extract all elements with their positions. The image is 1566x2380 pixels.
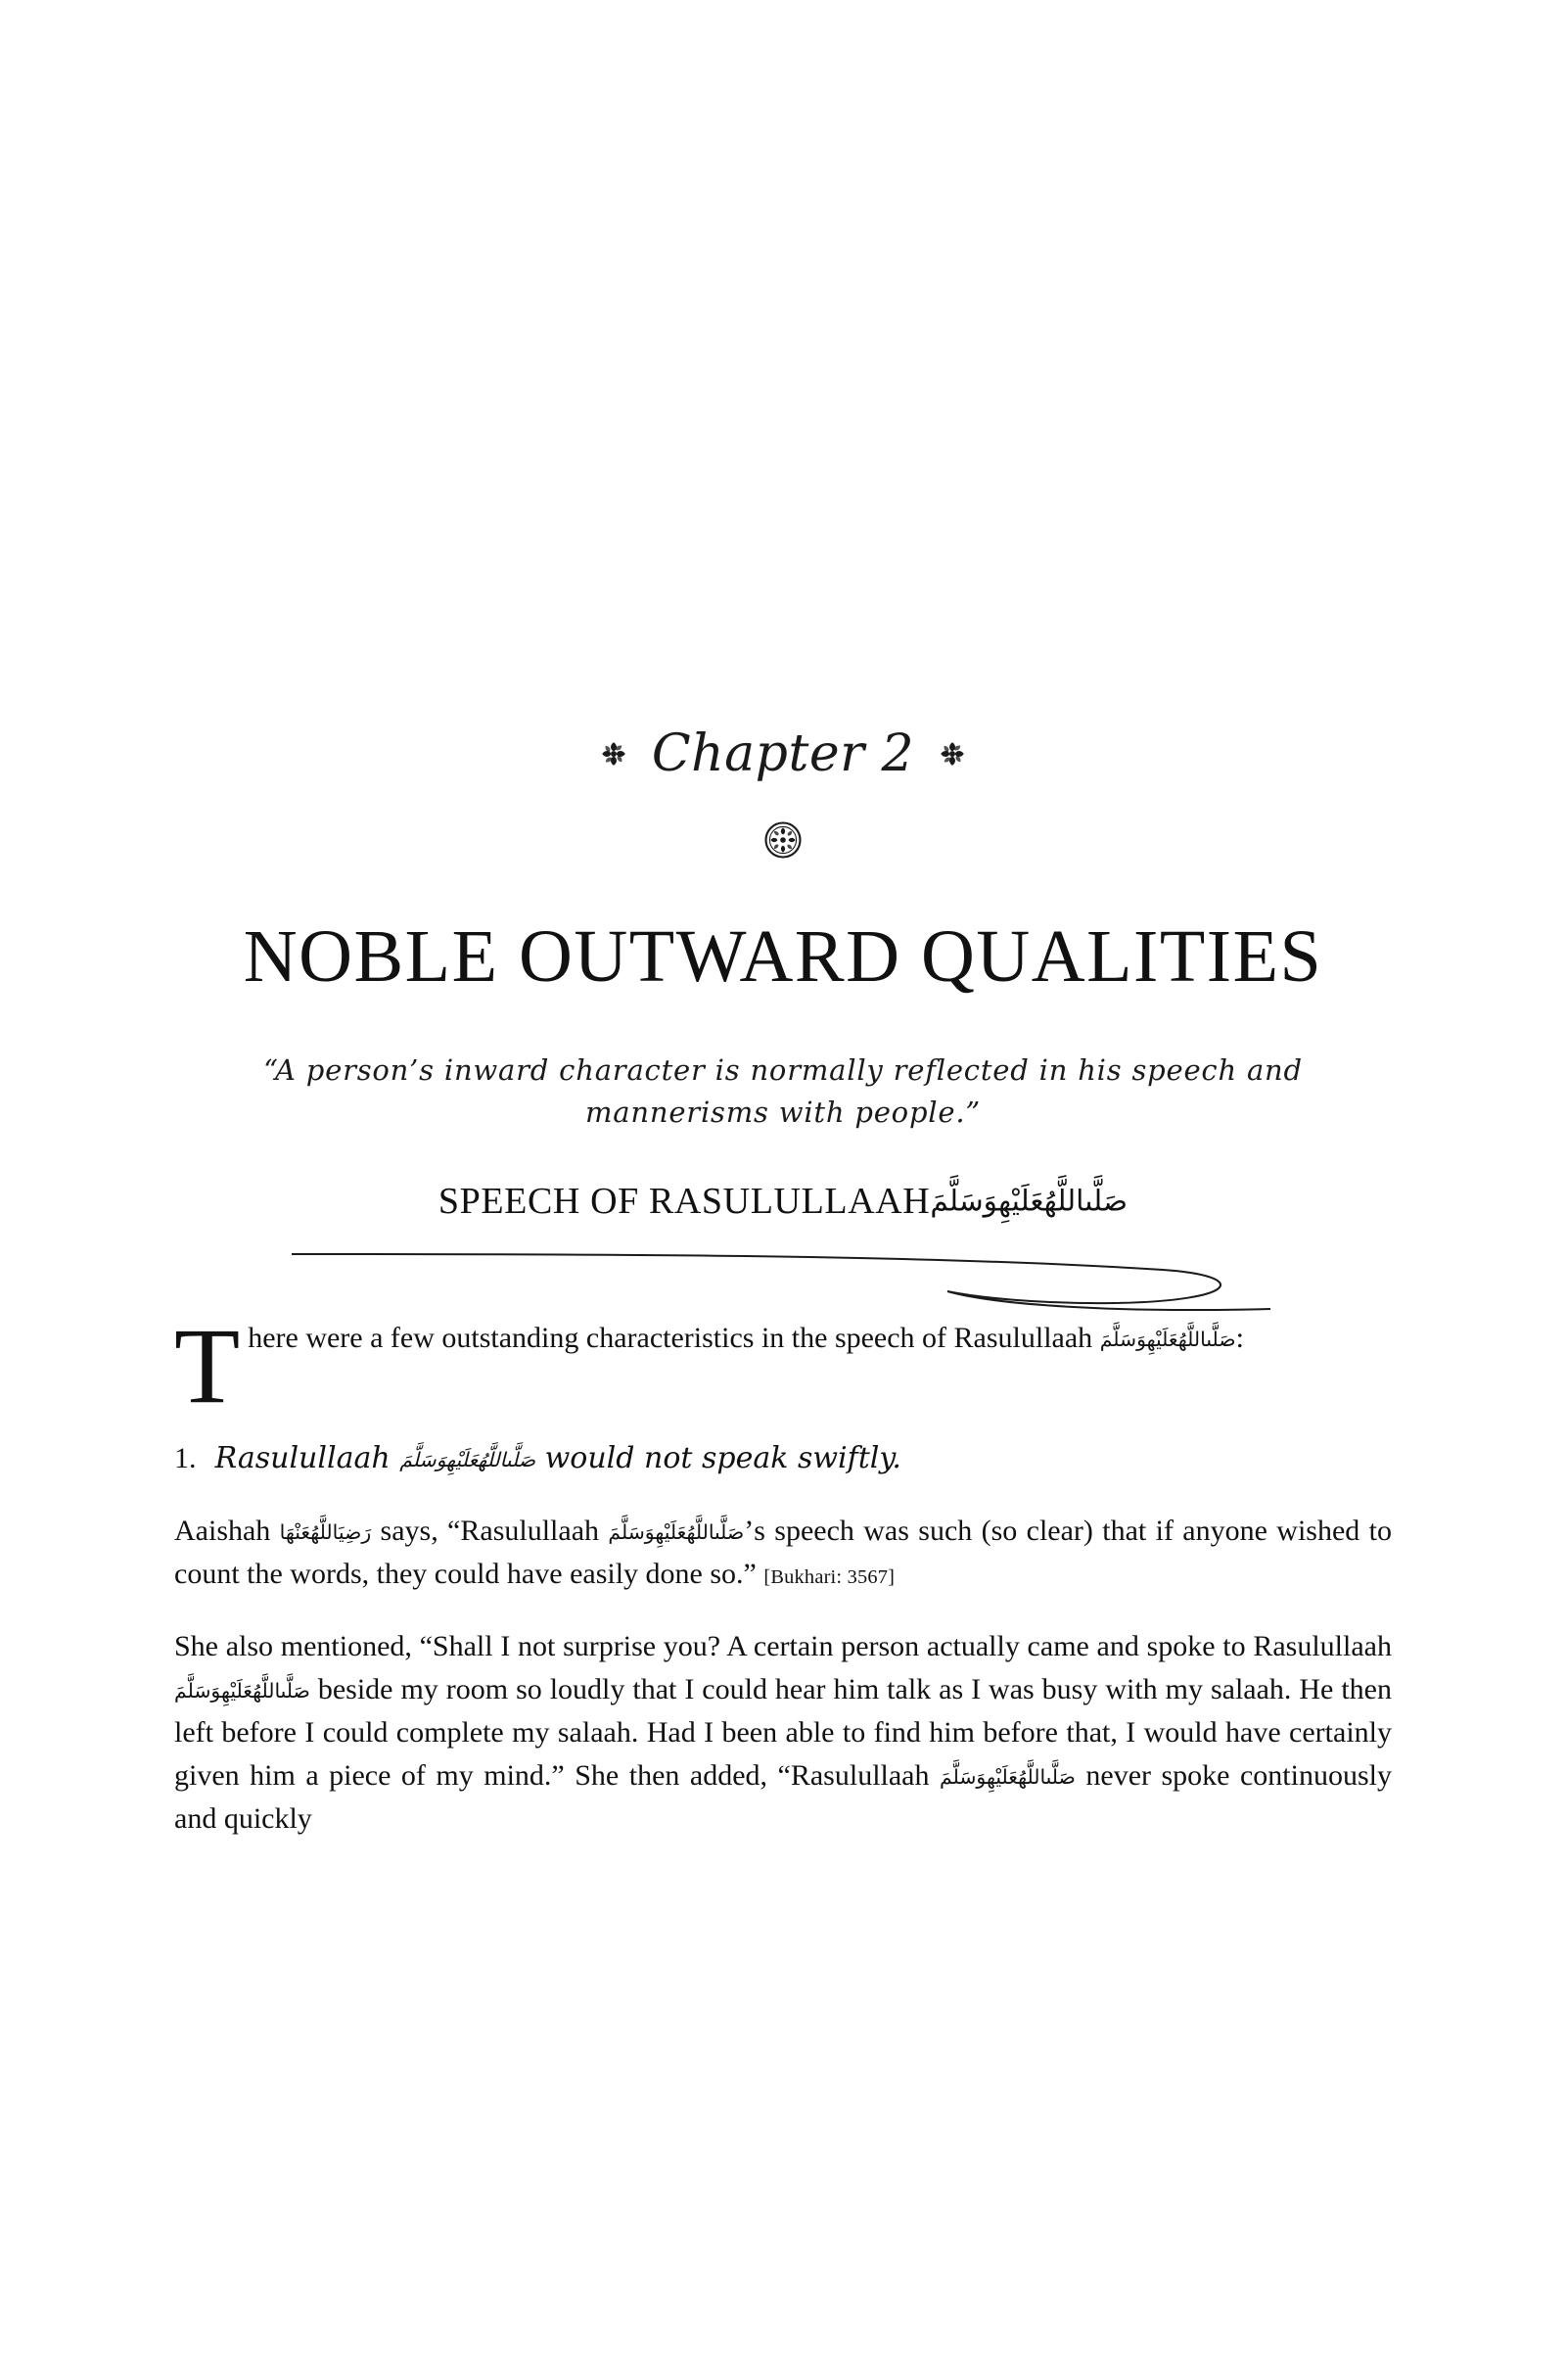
para2-text-a: She also mentioned, “Shall I not surprise you? A certain person actually came and spoke to Rasulullaah xyxy=(174,1630,1392,1663)
intro-text-b: : xyxy=(1235,1321,1244,1354)
list-item xyxy=(174,1437,1392,1480)
honorific-sallallahu-heading: صَلَّىاللَّهُعَلَيْهِوَسَلَّمَ xyxy=(930,1183,1128,1218)
page-title: NOBLE OUTWARD QUALITIES xyxy=(243,915,1323,998)
floral-ornament-left-icon xyxy=(601,741,626,767)
swash-divider-icon xyxy=(174,1248,1392,1317)
body-paragraph-2 xyxy=(174,1625,1392,1841)
honorific-sallallahu-para2-a: صَلَّىاللَّهُعَلَيْهِوَسَلَّمَ xyxy=(174,1679,310,1703)
section-heading xyxy=(174,1180,1392,1223)
para2-text-c: never spoke continuously and quickly xyxy=(174,1759,1392,1836)
para1-text-a: Aaishah xyxy=(174,1514,280,1547)
honorific-sallallahu-para1: صَلَّىاللَّهُعَلَيْهِوَسَلَّمَ xyxy=(608,1519,745,1544)
chapter-heading xyxy=(174,724,1392,783)
list-item-text-b: would not speak swiftly. xyxy=(535,1441,901,1476)
para1-text-b: says, “Rasulullaah xyxy=(371,1514,609,1547)
page-content xyxy=(174,724,1392,1870)
honorific-sallallahu-list: صَلَّىاللَّهُعَلَيْهِوَسَلَّمَ xyxy=(399,1448,536,1472)
honorific-sallallahu-para2-b: صَلَّىاللَّهُعَلَيْهِوَسَلَّمَ xyxy=(940,1765,1076,1790)
floral-ornament-right-icon xyxy=(940,741,965,767)
medallion-ornament-icon xyxy=(174,813,1392,867)
intro-text-a: here were a few outstanding characteristics in the speech of Rasulullaah xyxy=(248,1321,1100,1354)
list-item-text-a: Rasulullaah xyxy=(214,1441,400,1476)
chapter-label: Chapter 2 xyxy=(651,724,915,783)
page-subtitle: “A person’s inward character is normally reflected in his speech and mannerisms with people.” xyxy=(263,1052,1303,1130)
citation-reference: [Bukhari: 3567] xyxy=(763,1565,896,1588)
list-item-number: 1. xyxy=(174,1442,197,1475)
para1-text-c: ’s speech was such (so clear) that if anyone wished to count the words, they could have easily done so.” xyxy=(174,1514,1392,1590)
honorific-sallallahu-intro: صَلَّىاللَّهُعَلَيْهِوَسَلَّمَ xyxy=(1099,1327,1236,1351)
section-heading-text: SPEECH OF RASULULLAAH xyxy=(438,1180,931,1222)
drop-cap: T xyxy=(174,1305,241,1425)
para2-text-b: beside my room so loudly that I could hear him talk as I was busy with my salaah. He then left before I could complete my salaah. Had I been able to find him before that, I would have certainly given him a piece of my mind.” She then added, “Rasulullaah xyxy=(174,1673,1392,1793)
honorific-radiyallahu-anha: رَضِيَاللَّهُعَنْهَا xyxy=(279,1519,372,1544)
intro-paragraph xyxy=(174,1305,1392,1425)
body-paragraph-1 xyxy=(174,1510,1392,1596)
